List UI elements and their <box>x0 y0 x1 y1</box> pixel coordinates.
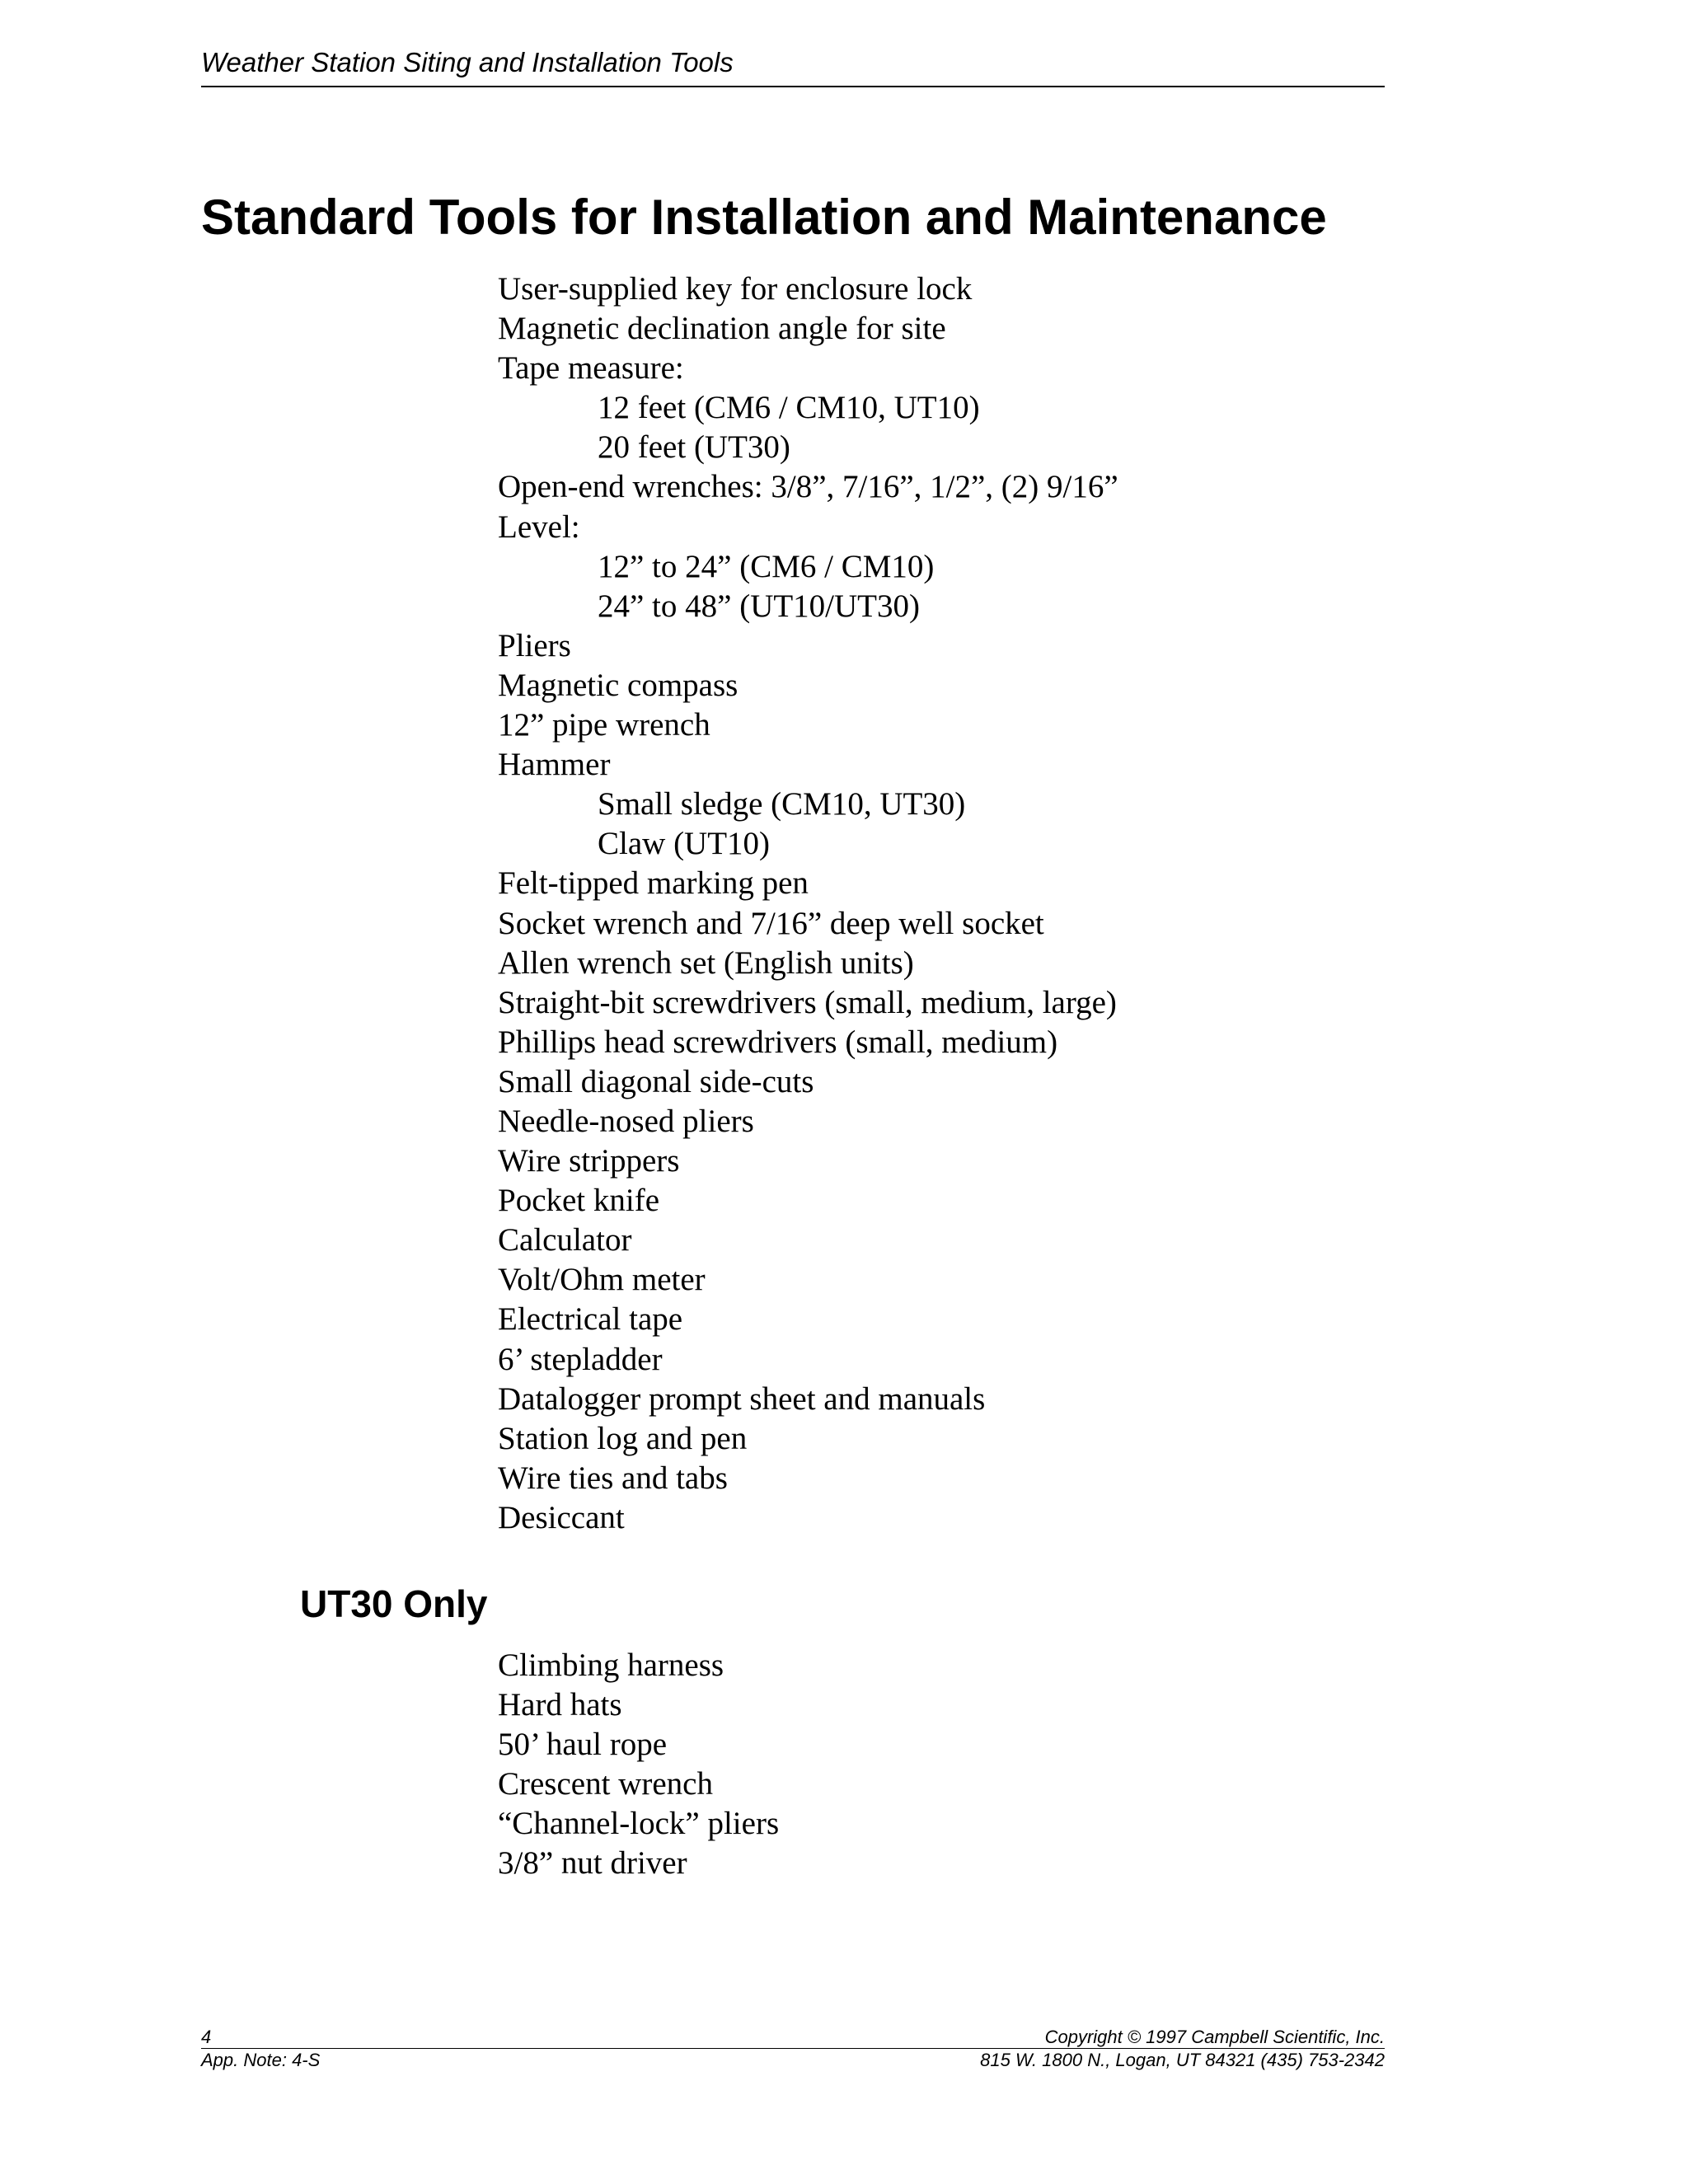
tool-item: Level: <box>498 509 580 545</box>
tool-item: 6’ stepladder <box>498 1341 663 1377</box>
app-note-label: App. Note: 4-S <box>201 2050 321 2070</box>
tool-item: Hammer <box>498 747 611 783</box>
copyright-notice: Copyright © 1997 Campbell Scientific, Inc. <box>1044 2027 1385 2047</box>
page-footer <box>201 2026 1385 2071</box>
tool-item: Phillips head screwdrivers (small, medium) <box>498 1024 1058 1060</box>
tool-item: Felt-tipped marking pen <box>498 865 809 902</box>
tool-item: Volt/Ohm meter <box>498 1262 706 1298</box>
tool-item: Hard hats <box>498 1687 622 1723</box>
tool-sub-item: 12 feet (CM6 / CM10, UT10) <box>598 390 980 426</box>
tool-item: Wire strippers <box>498 1143 680 1179</box>
ut30-section-heading: UT30 Only <box>300 1582 488 1625</box>
tool-item: Socket wrench and 7/16” deep well socket <box>498 905 1044 941</box>
tool-item: 12” pipe wrench <box>498 707 710 743</box>
tool-sub-item: Small sledge (CM10, UT30) <box>598 786 966 823</box>
tool-item: Wire ties and tabs <box>498 1460 728 1496</box>
tool-item: Datalogger prompt sheet and manuals <box>498 1380 986 1417</box>
tool-item: 3/8” nut driver <box>498 1845 687 1882</box>
tool-item: User-supplied key for enclosure lock <box>498 271 973 307</box>
tool-item: Allen wrench set (English units) <box>498 944 914 981</box>
tool-item: Electrical tape <box>498 1301 683 1338</box>
tool-sub-item: Claw (UT10) <box>598 826 771 862</box>
tool-item: Station log and pen <box>498 1420 748 1456</box>
tool-item: Magnetic compass <box>498 667 738 703</box>
ut30-tools-list <box>498 1646 779 1884</box>
tool-sub-item: 12” to 24” (CM6 / CM10) <box>598 548 935 584</box>
tool-sub-item: 20 feet (UT30) <box>598 429 790 466</box>
tool-item: Desiccant <box>498 1499 625 1535</box>
company-address: 815 W. 1800 N., Logan, UT 84321 (435) 753-2342 <box>980 2050 1385 2070</box>
tool-item: Magnetic declination angle for site <box>498 311 946 347</box>
page-number: 4 <box>201 2027 212 2047</box>
standard-tools-list <box>498 269 1118 1538</box>
tool-item: Crescent wrench <box>498 1766 713 1802</box>
tool-item: Small diagonal side-cuts <box>498 1063 814 1099</box>
tool-sub-item: 24” to 48” (UT10/UT30) <box>598 588 920 624</box>
tool-item: “Channel-lock” pliers <box>498 1806 780 1842</box>
tool-item: Open-end wrenches: 3/8”, 7/16”, 1/2”, (2) 9/16” <box>498 469 1118 505</box>
tool-item: Straight-bit screwdrivers (small, medium, large) <box>498 984 1117 1020</box>
tool-item: Needle-nosed pliers <box>498 1103 754 1139</box>
running-header: Weather Station Siting and Installation Tools <box>201 46 1385 87</box>
tool-item: Tape measure: <box>498 350 684 387</box>
tool-item: Climbing harness <box>498 1647 724 1683</box>
tool-item: 50’ haul rope <box>498 1727 668 1763</box>
tool-item: Pocket knife <box>498 1183 660 1219</box>
tool-item: Calculator <box>498 1222 632 1258</box>
page-title: Standard Tools for Installation and Maintenance <box>201 190 1327 245</box>
tool-item: Pliers <box>498 627 571 663</box>
